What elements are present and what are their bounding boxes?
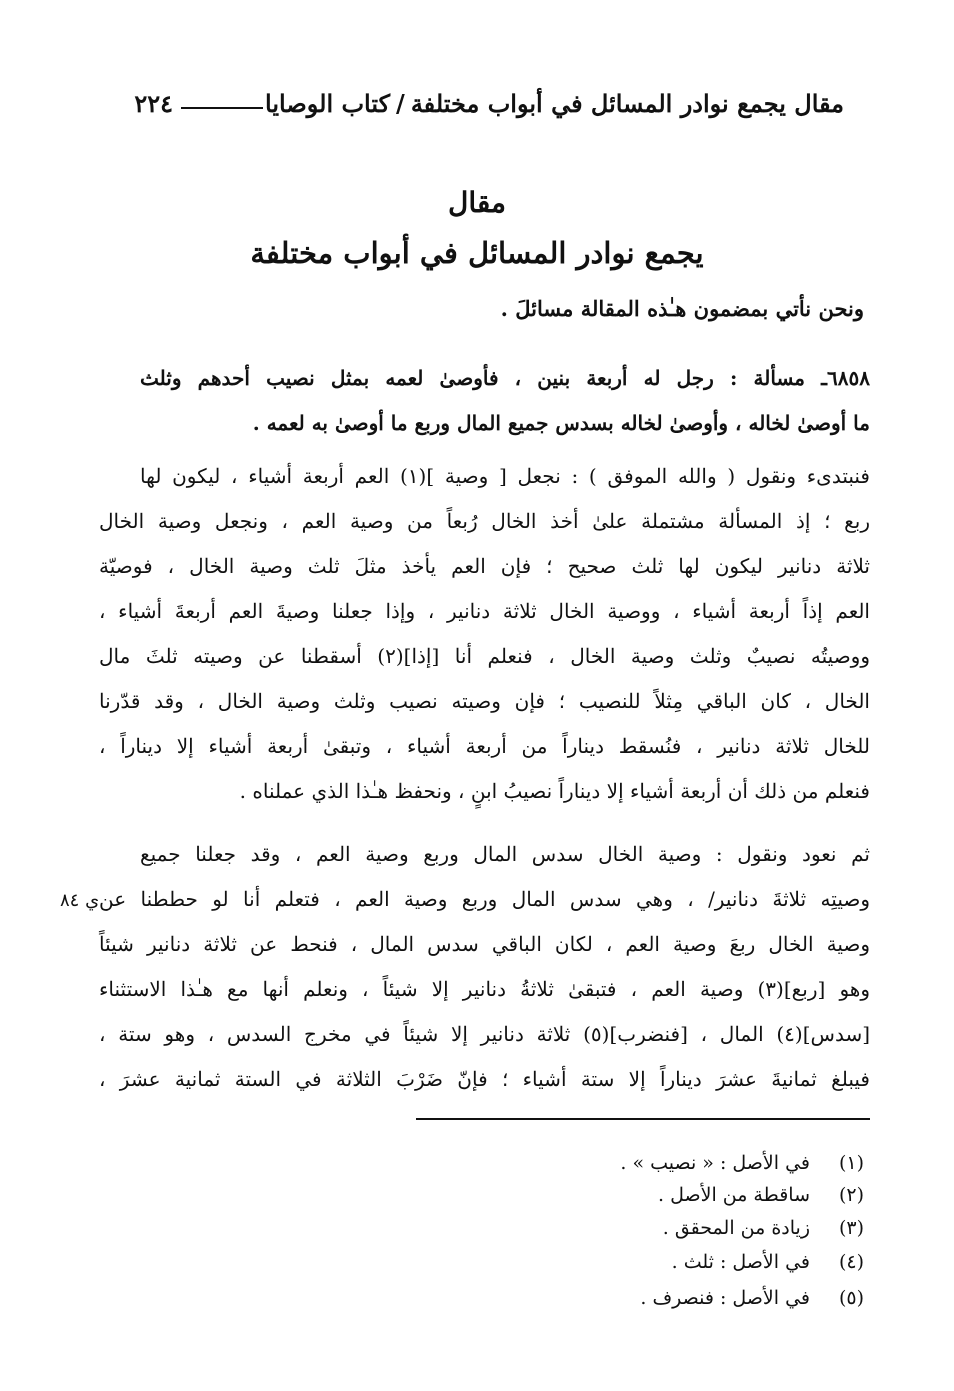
problem-line: ما أوصىٰ لخاله ، وأوصىٰ لخاله بسدس جميع المال وربع ما أوصىٰ به لعمه .: [252, 411, 870, 435]
running-head-section-title: مقال يجمع نوادر المسائل في أبواب مختلفة: [410, 89, 844, 118]
footnote: [663, 1213, 864, 1243]
body-line: [سدس](٤) المال ، [فنضرب](٥) ثلاثة دنانير إلا شيئاً في مخرج السدس ، وهو ستة ،: [99, 1022, 870, 1046]
footnote-text: في الأصل : « نصيب » .: [620, 1152, 810, 1174]
footnote: [640, 1283, 864, 1313]
running-head: [82, 82, 844, 118]
footnote-number: (٥): [838, 1287, 864, 1309]
footnote-text: ساقطة من الأصل .: [658, 1184, 810, 1206]
page-number: ٢٢٤: [134, 89, 174, 118]
body-line: ثم نعود ونقول : وصية الخال سدس المال وربع وصية العم ، وقد جعلنا جميع: [140, 842, 870, 866]
footnote-number: (٣): [838, 1217, 864, 1239]
body-line: فنعلم من ذلك أن أربعة أشياء إلا ديناراً نصيبُ ابنٍ ، ونحفظ هـٰذا الذي عملناه .: [239, 779, 870, 803]
body-line: ووصيتُه نصيبٌ وثلث وصية الخال ، فنعلم أنا [إذا](٢) أسقطنا عن وصيته ثلثَ مال: [99, 644, 870, 668]
running-head-separator: /: [396, 89, 405, 118]
chapter-heading-title: مقال: [447, 186, 507, 219]
body-line: وصيتِه ثلاثةَ دنانير/ ، وهي سدس المال وربع وصية العم ، فتعلم أنا لو حططنا عن: [99, 887, 870, 911]
footnote: [672, 1247, 864, 1277]
running-head-rule: [181, 107, 263, 109]
running-head-book-title: كتاب الوصايا: [265, 89, 391, 118]
footnote-text: في الأصل : ثلث .: [671, 1251, 810, 1273]
problem-line: ٦٨٥٨ـ مسألة : رجل له أربعة بنين ، فأوصىٰ لعمه بمثل نصيب أحدهم وثلث: [140, 366, 870, 390]
body-line: فيبلغ ثمانيةَ عشرَ ديناراً إلا ستة أشياء ؛ فإنّ ضَرْبَ الثلاثة في الستة ثمانية عشرَ ،: [99, 1067, 870, 1091]
body-line: وصية الخال ربعَ وصية العم ، لكان الباقي سدس المال ، فنحط عن ثلاثة دنانير شيئاً: [99, 932, 870, 956]
body-line: ربع ؛ إذ المسألة مشتملة علىٰ أخذ الخال رُبعاً من وصية العم ، ونجعل وصية الخال: [99, 509, 870, 533]
footnote-text: في الأصل : فنصرف .: [640, 1287, 810, 1309]
chapter-heading-subtitle: يجمع نوادر المسائل في أبواب مختلفة: [250, 236, 704, 270]
footnote: [658, 1180, 864, 1210]
body-line: فنبتدىء ونقول ( والله الموفق ) : نجعل [ وصية ](١) العم أربعة أشياء ، ليكون لها: [140, 464, 870, 488]
body-line: ثلاثة دنانير ليكون لها ثلث صحيح ؛ فإن العم يأخذ مثلَ ثلث وصية الخال ، فوصيّة: [99, 554, 870, 578]
footnote-number: (١): [838, 1152, 864, 1174]
footnote-number: (٢): [838, 1184, 864, 1206]
footnote-text: زيادة من المحقق .: [662, 1217, 810, 1239]
footnote: [620, 1148, 864, 1178]
footnote-divider: [416, 1118, 870, 1120]
body-line: الخال ، كان الباقي مِثلاً للنصيب ؛ فإن وصيته نصيب وثلث وصية الخال ، وقد قدّرنا: [99, 689, 870, 713]
body-line: للخال ثلاثة دنانير ، فنُسقط ديناراً من أربعة أشياء ، وتبقىٰ أربعة أشياء إلا ديناراً ،: [99, 734, 870, 758]
body-line: وهو [ربع](٣) وصية العم ، فتبقىٰ ثلاثةُ دنانير إلا شيئاً ، ونعلم أنها مع هـٰذا الاستثناء: [99, 977, 870, 1001]
margin-folio-note: ي ٨٤: [60, 890, 100, 911]
body-line: العم إذاً أربعة أشياء ، ووصية الخال ثلاثة دنانير ، وإذا جعلنا وصيةَ العم أربعةَ أشياء ،: [99, 599, 870, 623]
footnote-number: (٤): [838, 1251, 864, 1273]
chapter-intro: ونحن نأتي بمضمون هـٰذه المقالة مسائلَ .: [500, 296, 864, 321]
